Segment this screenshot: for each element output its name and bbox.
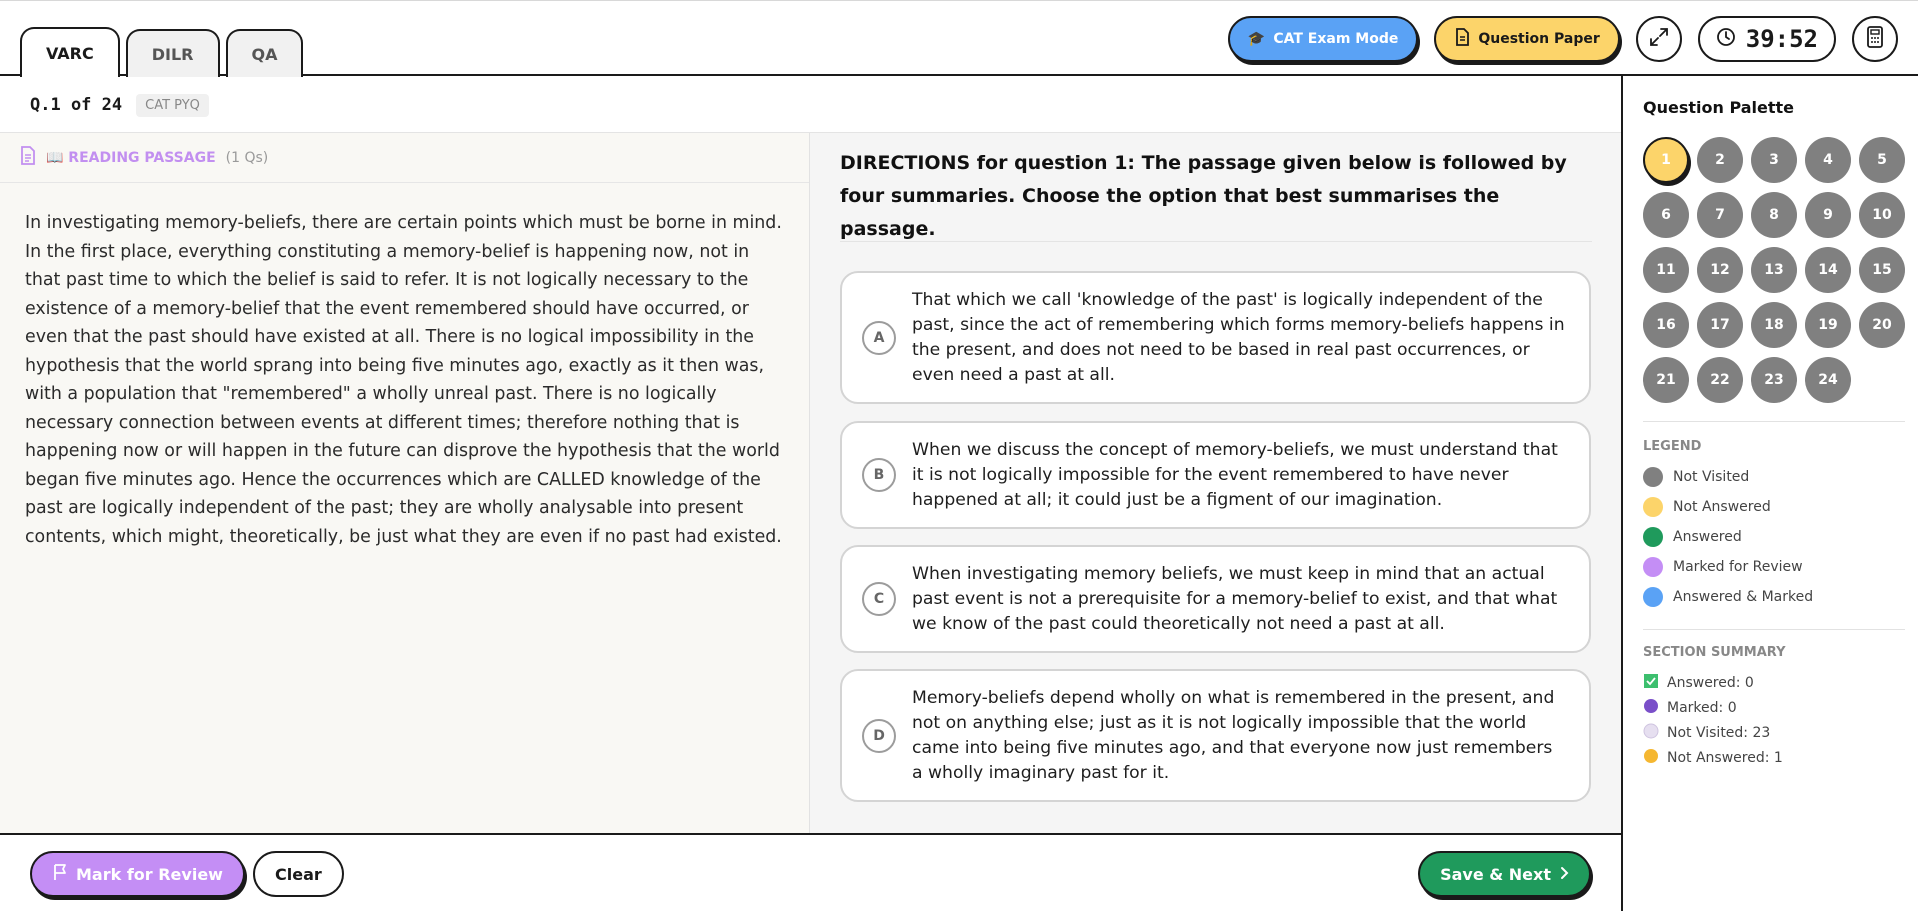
exam-timer [1698,16,1836,62]
palette-question[interactable]: 19 [1805,302,1851,348]
question-palette-panel [1621,76,1918,911]
summary-not-visited [1643,723,1770,743]
legend-item-answered [1643,527,1742,547]
question-directions: DIRECTIONS for question 1: The passage given below is followed by four summaries. Choose the option that best summarises the passage. [840,152,1567,240]
option-d-letter: D [862,719,896,753]
question-number: Q.1 of 24 [30,95,123,115]
option-b-text: When we discuss the concept of memory-beliefs, we must understand that it is not logically impossible for the event remembered to have never happened at all; it could just be a figment of our imagination. [912,439,1558,510]
legend-item-not-visited [1643,467,1749,487]
palette-question[interactable]: 1 [1643,137,1689,183]
clear-label: Clear [275,864,322,884]
palette-question[interactable]: 9 [1805,192,1851,238]
legend-item-answered-marked [1643,587,1813,607]
tab-qa[interactable]: QA [226,29,304,77]
cat-exam-mode-label: CAT Exam Mode [1273,31,1399,47]
mark-for-review-button[interactable] [30,851,245,897]
legend-item-marked-for-review [1643,557,1803,577]
legend-divider [1643,629,1905,630]
palette-question[interactable]: 10 [1859,192,1905,238]
passage-question-count: (1 Qs) [225,149,269,166]
legend-label: Answered [1673,529,1742,545]
passage-header [0,133,809,183]
chevron-right-icon [1559,865,1569,884]
legend-label: Not Visited [1673,469,1750,485]
passage-label: 📖 READING PASSAGE [46,149,216,166]
save-next-label: Save & Next [1440,864,1551,884]
question-paper-label: Question Paper [1478,31,1600,47]
palette-question[interactable]: 24 [1805,357,1851,403]
question-tag: CAT PYQ [136,94,209,117]
passage-document-icon [20,146,36,169]
question-header [0,78,1621,133]
option-a-letter: A [862,321,896,355]
green-dot-icon [1643,527,1663,547]
option-d-text: Memory-beliefs depend wholly on what is remembered in the present, and not on anything else; just as it is not logically impossible that the world came into being five minutes ago, and that everyone now just remembers a wholly imaginary past for it. [912,687,1555,783]
yellow-dot-icon [1643,497,1663,517]
legend-label: Answered & Marked [1673,589,1814,605]
palette-question[interactable]: 17 [1697,302,1743,348]
palette-question[interactable]: 22 [1697,357,1743,403]
option-a[interactable] [840,271,1591,404]
yellow-dot-icon [1643,748,1659,768]
summary-label: Answered: 0 [1667,675,1754,691]
palette-question[interactable]: 14 [1805,247,1851,293]
palette-question[interactable]: 4 [1805,137,1851,183]
fullscreen-button[interactable] [1636,16,1682,62]
palette-question[interactable]: 8 [1751,192,1797,238]
summary-label: Not Answered: 1 [1667,750,1783,766]
bottom-action-bar [0,833,1621,911]
calculator-button[interactable] [1852,16,1898,62]
palette-question[interactable]: 3 [1751,137,1797,183]
option-c-text: When investigating memory beliefs, we must keep in mind that an actual past event is not a prerequisite for a memory-belief to exist, and that what we know of the past could theoretically not need a past at all. [912,563,1558,634]
palette-question[interactable]: 12 [1697,247,1743,293]
passage-pane [0,133,810,833]
option-c-letter: C [862,582,896,616]
legend-title: LEGEND [1643,439,1702,454]
palette-question[interactable]: 2 [1697,137,1743,183]
top-bar [0,0,1918,76]
palette-question[interactable]: 16 [1643,302,1689,348]
palette-question[interactable]: 6 [1643,192,1689,238]
expand-icon [1649,27,1669,51]
palette-question[interactable]: 5 [1859,137,1905,183]
blue-dot-icon [1643,587,1663,607]
save-next-button[interactable] [1418,851,1591,897]
document-icon [1454,28,1470,50]
palette-divider [1643,421,1905,422]
grey-dot-icon [1643,723,1659,743]
option-d[interactable] [840,669,1591,802]
option-c[interactable] [840,545,1591,653]
cat-exam-mode-button[interactable] [1228,16,1418,62]
purple-dot-icon [1643,698,1659,718]
summary-answered [1643,673,1754,693]
summary-label: Marked: 0 [1667,700,1737,716]
question-pane [810,133,1621,833]
section-summary-title: SECTION SUMMARY [1643,645,1786,660]
palette-grid [1643,137,1905,403]
palette-question[interactable]: 23 [1751,357,1797,403]
tab-varc[interactable]: VARC [20,27,120,77]
palette-question[interactable]: 15 [1859,247,1905,293]
palette-title: Question Palette [1643,98,1795,117]
clear-button[interactable] [253,851,344,897]
mark-for-review-label: Mark for Review [76,864,223,884]
summary-not-answered [1643,748,1783,768]
legend-item-not-answered [1643,497,1771,517]
option-a-text: That which we call 'knowledge of the past' is logically independent of the past, since the act of remembering which forms memory-beliefs happens in the present, and does not need to be based in real past occurrences, or even need a past at all. [912,289,1565,385]
legend-label: Marked for Review [1673,559,1803,575]
question-paper-button[interactable] [1434,16,1619,62]
passage-text: In investigating memory-beliefs, there are certain points which must be borne in mind. In the first place, everything constituting a memory-belief is happening now, not in that past time to which the belief is said to refer. It is not logically necessary to the existence of a memory-belief that the event remembered should have occurred, or even that the past should have existed at all. There is no logical impossibility in the hypothesis that the world sprang into being five minutes ago, exactly as it then was, with a population that "remembered" a wholly unreal past. There is no logically necessary connection between events at different times; therefore nothing that is happening now or will happen in the future can disprove the hypothesis that the world began five minutes ago. Hence the occurrences which are CALLED knowledge of the past are logically independent of the past; they are wholly analysable into present contents, which might, theoretically, be just what they are even if no past had existed. [25,213,782,547]
clock-icon [1716,25,1736,53]
palette-question[interactable]: 21 [1643,357,1689,403]
grey-dot-icon [1643,467,1663,487]
top-right-controls [1228,16,1898,62]
tab-dilr[interactable]: DILR [126,29,220,77]
palette-question[interactable]: 18 [1751,302,1797,348]
palette-question[interactable]: 11 [1643,247,1689,293]
flag-icon [52,863,68,885]
legend-label: Not Answered [1673,499,1771,515]
option-b[interactable] [840,421,1591,529]
directions-divider [840,241,1592,242]
option-b-letter: B [862,458,896,492]
section-tabs [20,15,303,77]
graduation-cap-icon: 🎓 [1247,31,1266,47]
check-box-icon [1643,673,1659,693]
palette-question[interactable]: 20 [1859,302,1905,348]
calculator-icon [1866,26,1884,52]
summary-marked [1643,698,1737,718]
timer-value: 39:52 [1745,25,1818,53]
summary-label: Not Visited: 23 [1667,725,1771,741]
palette-question[interactable]: 7 [1697,192,1743,238]
palette-question[interactable]: 13 [1751,247,1797,293]
purple-dot-icon [1643,557,1663,577]
